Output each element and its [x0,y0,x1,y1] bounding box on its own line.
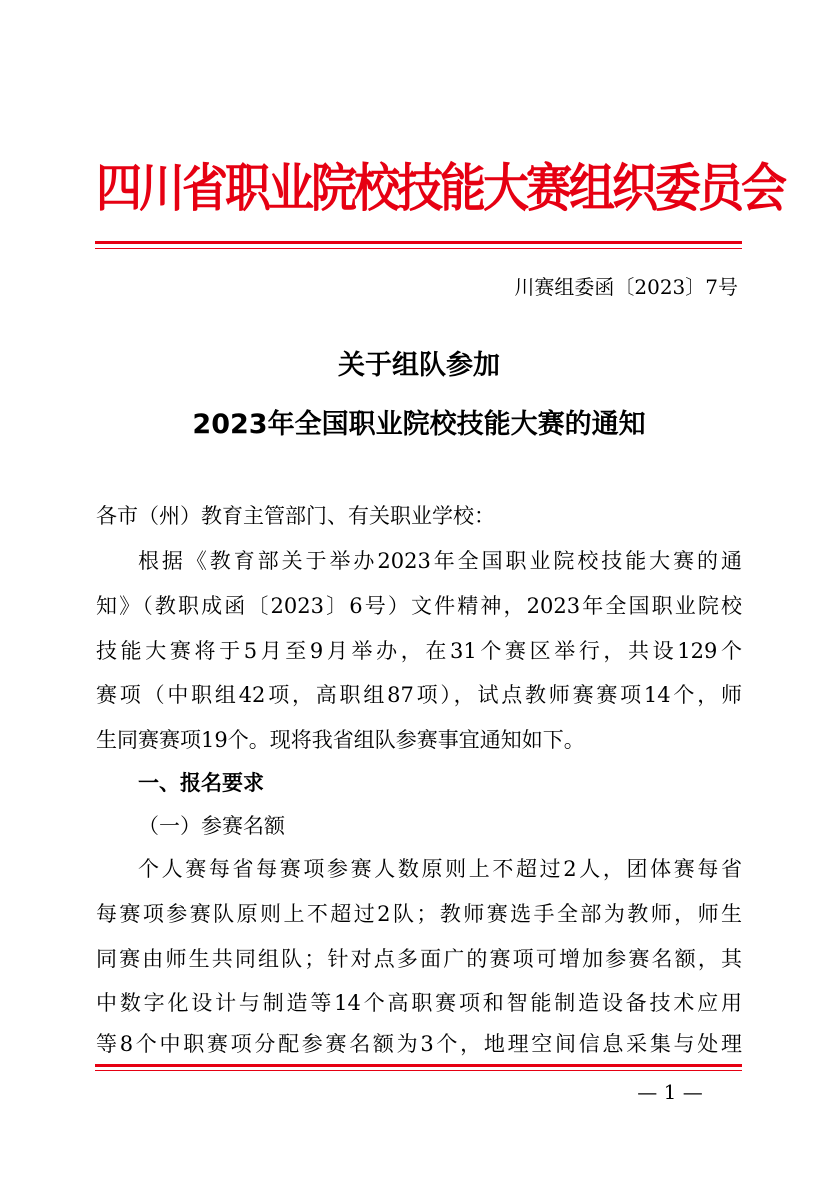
paragraph-line: 知》（教职成函〔2023〕6号）文件精神，2023年全国职业院校 [96,594,742,618]
section-heading: 一、报名要求 [138,771,264,795]
document-title-line-1: 关于组队参加 [338,350,500,381]
header-red-rule-thin [95,248,742,249]
document-title-line-2: 2023年全国职业院校技能大赛的通知 [192,409,646,440]
paragraph-line: 等8个中职赛项分配参赛名额为3个，地理空间信息采集与处理 [96,1032,742,1056]
document-number: 川赛组委函〔2023〕7号 [514,275,738,299]
issuing-organization-title: 四川省职业院校技能大赛组织委员会 [96,157,784,219]
paragraph-line: 同赛由师生共同组队；针对点多面广的赛项可增加参赛名额，其 [96,947,742,971]
paragraph-line: 个人赛每省每赛项参赛人数原则上不超过2人，团体赛每省 [138,857,742,881]
paragraph-line: 根据《教育部关于举办2023年全国职业院校技能大赛的通 [138,549,742,573]
header-red-rule-thick [95,241,742,244]
paragraph-line: 中数字化设计与制造等14个高职赛项和智能制造设备技术应用 [96,991,742,1015]
paragraph-line: 赛项（中职组42项，高职组87项），试点教师赛赛项14个，师 [96,683,742,707]
subsection-heading: （一）参赛名额 [138,814,285,838]
salutation: 各市（州）教育主管部门、有关职业学校： [96,504,495,528]
footer-red-rule-thin [95,1070,742,1071]
footer-red-rule-thick [95,1064,742,1067]
paragraph-line: 技能大赛将于5月至9月举办，在31个赛区举行，共设129个 [96,639,742,663]
paragraph-line: 每赛项参赛队原则上不超过2队；教师赛选手全部为教师，师生 [96,902,742,926]
paragraph-line: 生同赛赛项19个。现将我省组队参赛事宜通知如下。 [96,728,585,752]
page-number: — 1 — [637,1080,703,1104]
